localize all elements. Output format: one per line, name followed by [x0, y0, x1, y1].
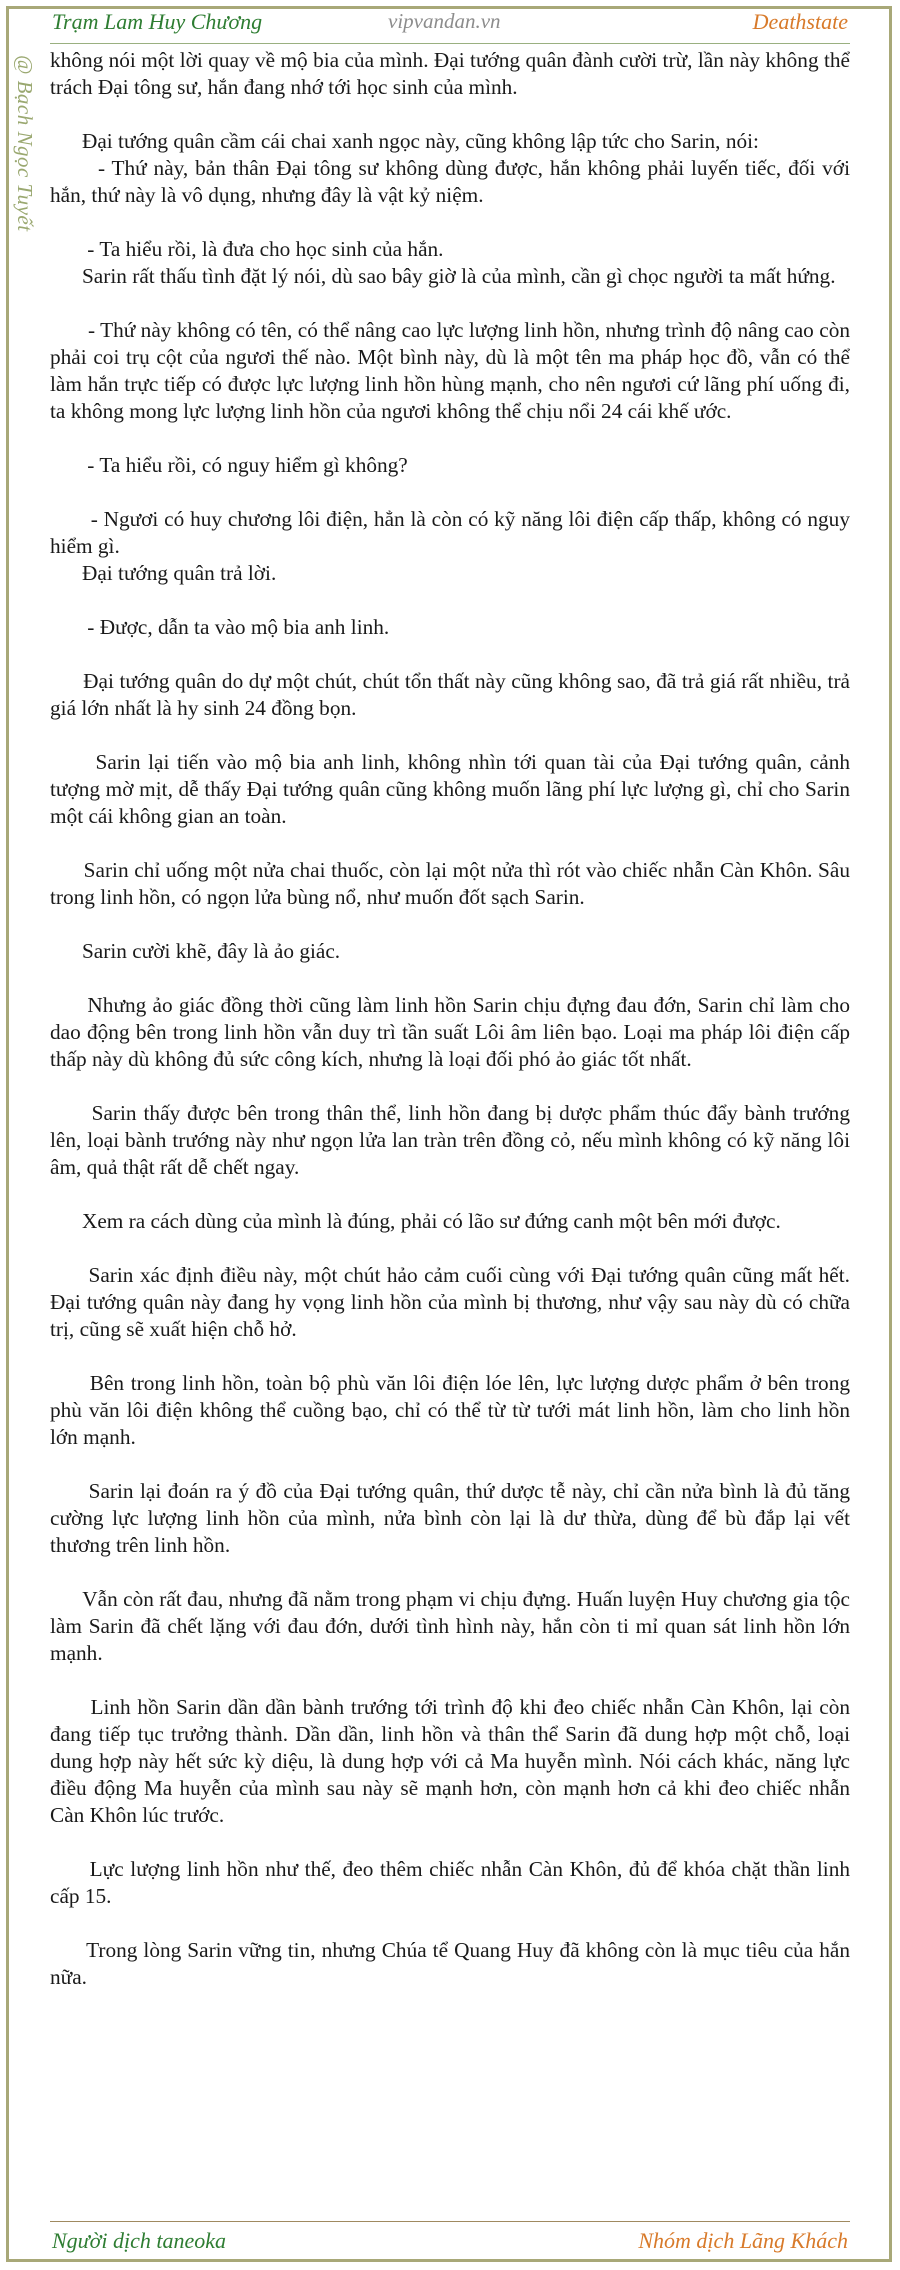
paragraph: không nói một lời quay về mộ bia của mình. Đại tướng quân đành cười trừ, lần này không thể trách Đại tông sư, hắn đang nhớ tới học sinh của mình. — [50, 48, 856, 99]
paragraph: Đại tướng quân do dự một chút, chút tổn thất này cũng không sao, đã trả giá rất nhiều, trả giá lớn nhất là hy sinh 24 đồng bọn. — [50, 669, 856, 720]
header-book-title: Trạm Lam Huy Chương — [52, 9, 263, 34]
paragraph: Sarin lại đoán ra ý đồ của Đại tướng quân, thứ dược tễ này, chỉ cần nửa bình là đủ tăng cường lực lượng linh hồn của mình, nửa bình còn lại là dư thừa, dùng để bù đắp lại vết thương trên linh hồn. — [50, 1479, 856, 1557]
side-watermark: @ Bạch Ngọc Tuyết — [13, 55, 37, 232]
paragraph: Xem ra cách dùng của mình là đúng, phải có lão sư đứng canh một bên mới được. — [50, 1209, 781, 1233]
paragraph: Lực lượng linh hồn như thế, đeo thêm chiếc nhẫn Càn Khôn, đủ để khóa chặt thần linh cấp 15. — [50, 1857, 856, 1908]
chapter-body — [50, 47, 856, 1991]
paragraph: Linh hồn Sarin dần dần bành trướng tới trình độ khi đeo chiếc nhẫn Càn Khôn, lại còn đang tiếp tục trưởng thành. Dần dần, linh hồn và thân thể Sarin đã dung hợp một chỗ, loại dung hợp này hết sức kỳ diệu, là dung hợp với cả Ma huyễn mình. Nói cách khác, năng lực điều động Ma huyễn của mình sau này sẽ mạnh hơn, còn mạnh hơn cả khi đeo chiếc nhẫn Càn Khôn lúc trước. — [50, 1695, 856, 1827]
paragraph: Vẫn còn rất đau, nhưng đã nằm trong phạm vi chịu đựng. Huấn luyện Huy chương gia tộc làm Sarin đã chết lặng với đau đớn, dưới tình hình này, hắn còn ti mỉ quan sát linh hồn lớn mạnh. — [50, 1587, 856, 1665]
paragraph: Sarin rất thấu tình đặt lý nói, dù sao bây giờ là của mình, cần gì chọc người ta mất hứng. — [50, 264, 836, 288]
header-author: Deathstate — [752, 9, 848, 34]
header-divider — [50, 43, 850, 44]
paragraph: - Ta hiểu rồi, có nguy hiểm gì không? — [50, 453, 408, 477]
footer-group: Nhóm dịch Lãng Khách — [638, 2228, 848, 2253]
paragraph: - Được, dẫn ta vào mộ bia anh linh. — [50, 615, 390, 639]
paragraph: Trong lòng Sarin vững tin, nhưng Chúa tể Quang Huy đã không còn là mục tiêu của hắn nữa. — [50, 1938, 856, 1989]
paragraph: Đại tướng quân trả lời. — [50, 561, 277, 585]
header-site: vipvandan.vn — [388, 9, 501, 33]
paragraph: Nhưng ảo giác đồng thời cũng làm linh hồn Sarin chịu đựng đau đớn, Sarin chỉ làm cho dao động bên trong linh hồn vẫn duy trì tần suất Lôi âm liên bạo. Loại ma pháp lôi điện cấp thấp này dù không đủ sức công kích, nhưng là loại đối phó ảo giác tốt nhất. — [50, 993, 856, 1071]
paragraph: Sarin lại tiến vào mộ bia anh linh, không nhìn tới quan tài của Đại tướng quân, cảnh tượng mờ mịt, dễ thấy Đại tướng quân cũng không muốn lãng phí lực lượng gì, chỉ cho Sarin một cái không gian an toàn. — [50, 750, 856, 828]
footer-translator: Người dịch taneoka — [52, 2228, 227, 2253]
paragraph: - Thứ này, bản thân Đại tông sư không dùng được, hắn không phải luyến tiếc, đối với hắn, thứ này là vô dụng, nhưng đây là vật kỷ niệm. — [50, 156, 856, 207]
paragraph: - Ngươi có huy chương lôi điện, hẳn là còn có kỹ năng lôi điện cấp thấp, không có nguy hiểm gì. — [50, 507, 856, 558]
paragraph: - Thứ này không có tên, có thể nâng cao lực lượng linh hồn, nhưng trình độ nâng cao còn phải coi trụ cột của ngươi thế nào. Một bình này, dù là một tên ma pháp học đồ, vẫn có thể làm hắn trực tiếp có được lực lượng linh hồn hùng mạnh, cho nên ngươi cứ lãng phí uống đi, ta không mong lực lượng linh hồn của ngươi không thể chịu nổi 24 cái khế ước. — [50, 318, 856, 423]
footer-divider — [50, 2221, 850, 2222]
paragraph: Đại tướng quân cầm cái chai xanh ngọc này, cũng không lập tức cho Sarin, nói: — [50, 129, 759, 153]
paragraph: Sarin thấy được bên trong thân thể, linh hồn đang bị dược phẩm thúc đẩy bành trướng lên, loại bành trướng này như ngọn lửa lan tràn trên đồng cỏ, nếu mình không có kỹ năng lôi âm, quả thật rất dễ chết ngay. — [50, 1101, 856, 1179]
paragraph: Sarin xác định điều này, một chút hảo cảm cuối cùng với Đại tướng quân cũng mất hết. Đại tướng quân này đang hy vọng linh hồn của mình bị thương, như vậy sau này dù có chữa trị, cũng sẽ xuất hiện chỗ hở. — [50, 1263, 856, 1341]
paragraph: Sarin cười khẽ, đây là ảo giác. — [50, 939, 341, 963]
paragraph: Sarin chỉ uống một nửa chai thuốc, còn lại một nửa thì rót vào chiếc nhẫn Càn Khôn. Sâu trong linh hồn, có ngọn lửa bùng nổ, như muốn đốt sạch Sarin. — [50, 858, 856, 909]
paragraph: - Ta hiểu rồi, là đưa cho học sinh của hắn. — [50, 237, 444, 261]
paragraph: Bên trong linh hồn, toàn bộ phù văn lôi điện lóe lên, lực lượng dược phẩm ở bên trong phù văn lôi điện không thể cuồng bạo, chỉ có thể từ từ tưới mát linh hồn, làm cho linh hồn lớn mạnh. — [50, 1371, 856, 1449]
